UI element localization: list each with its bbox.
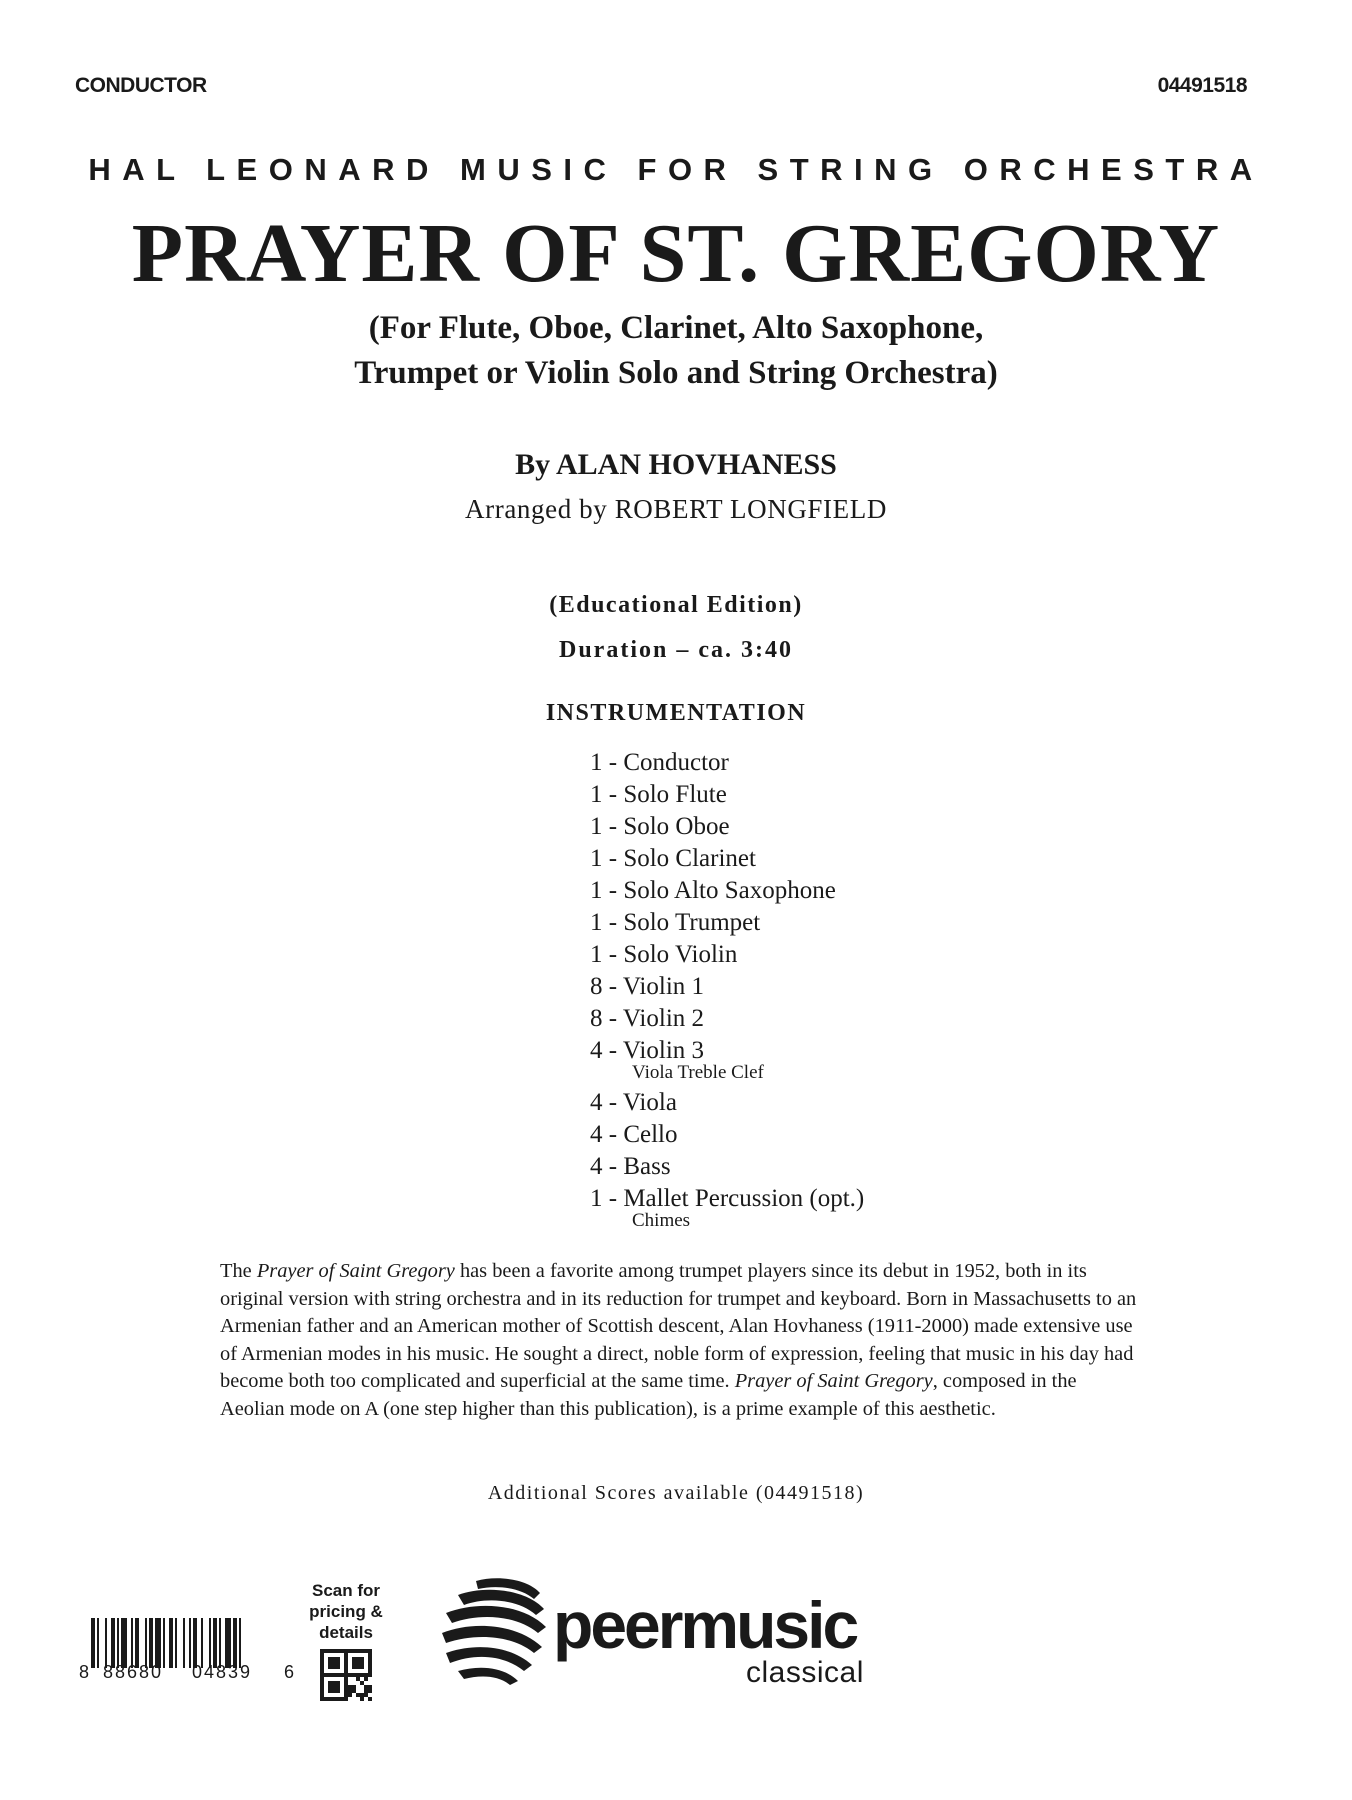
instrument-item: 1 - Solo Flute (590, 781, 727, 808)
scan-line-1: Scan for (311, 1581, 381, 1600)
duration-label: Duration – ca. 3:40 (559, 637, 793, 663)
scan-line-3: details (319, 1623, 373, 1642)
instrument-item: 1 - Solo Trumpet (590, 909, 761, 936)
instrument-item: 1 - Mallet Percussion (opt.) (590, 1185, 865, 1212)
edition-label: (Educational Edition) (549, 592, 803, 618)
instrument-item: 1 - Solo Violin (590, 941, 738, 968)
part-label: CONDUCTOR (75, 74, 207, 97)
description-text: has been a favorite among trumpet players since its debut in 1952, both in its original version with string orchestra and in its reduction for trumpet and keyboard. Born in Massachusetts to an Armenian father and an American mother of Scottish descent, Alan Hovhaness (1911-2000) made extensive use of Armenian modes in his music. He sought a direct, noble form of expression, feeling that music in his day had become both too complicated and superficial at the same time. (220, 1260, 1137, 1393)
barcode-digits-left: 88680 (103, 1662, 164, 1682)
publisher-division: classical (746, 1656, 864, 1689)
peermusic-logo-mark (436, 1575, 556, 1693)
composer-credit: By ALAN HOVHANESS (515, 448, 837, 481)
description-title-italic: Prayer of Saint Gregory (734, 1370, 933, 1393)
barcode-digit-last: 6 (284, 1662, 295, 1682)
instrument-item: 1 - Solo Oboe (590, 813, 730, 840)
series-title: HAL LEONARD MUSIC FOR STRING ORCHESTRA (88, 152, 1264, 187)
instrument-item: 4 - Bass (590, 1153, 671, 1180)
instrument-item: 4 - Viola (590, 1089, 677, 1116)
instrumentation-list (590, 747, 864, 1235)
publisher-name: peermusic (553, 1588, 857, 1662)
instrument-note: Viola Treble Clef (632, 1062, 764, 1083)
instrumentation-heading: INSTRUMENTATION (545, 700, 807, 726)
instrument-note: Chimes (632, 1210, 691, 1231)
instrument-item: 1 - Solo Alto Saxophone (590, 877, 836, 904)
subtitle-line-2: Trumpet or Violin Solo and String Orchestra) (354, 355, 998, 391)
piece-title: PRAYER OF ST. GREGORY (131, 207, 1221, 300)
description-text: , composed in the Aeolian mode on A (one step higher than this publication), is a prime example of this aesthetic. (220, 1370, 1077, 1420)
instrument-item: 8 - Violin 1 (590, 973, 705, 1000)
barcode (91, 1618, 291, 1668)
arranger-credit: Arranged by ROBERT LONGFIELD (465, 494, 887, 524)
piece-subtitle (0, 306, 1352, 396)
instrument-item: 1 - Conductor (590, 749, 729, 776)
subtitle-line-1: (For Flute, Oboe, Clarinet, Alto Saxophone, (368, 310, 984, 346)
qr-code[interactable] (320, 1649, 372, 1701)
scan-line-2: pricing & (309, 1602, 383, 1621)
description-paragraph (220, 1258, 1140, 1424)
instrument-item: 4 - Cello (590, 1121, 678, 1148)
description-text: The (220, 1260, 257, 1282)
barcode-digits-right: 04839 (192, 1662, 253, 1682)
instrument-item: 1 - Solo Clarinet (590, 845, 756, 872)
scan-prompt (306, 1580, 386, 1643)
description-title-italic: Prayer of Saint Gregory (256, 1260, 455, 1282)
additional-scores-note: Additional Scores available (04491518) (487, 1482, 865, 1504)
barcode-digit-first: 8 (79, 1662, 90, 1682)
catalog-number: 04491518 (1157, 74, 1247, 97)
instrument-item: 8 - Violin 2 (590, 1005, 705, 1032)
instrument-item: 4 - Violin 3 (590, 1037, 705, 1064)
